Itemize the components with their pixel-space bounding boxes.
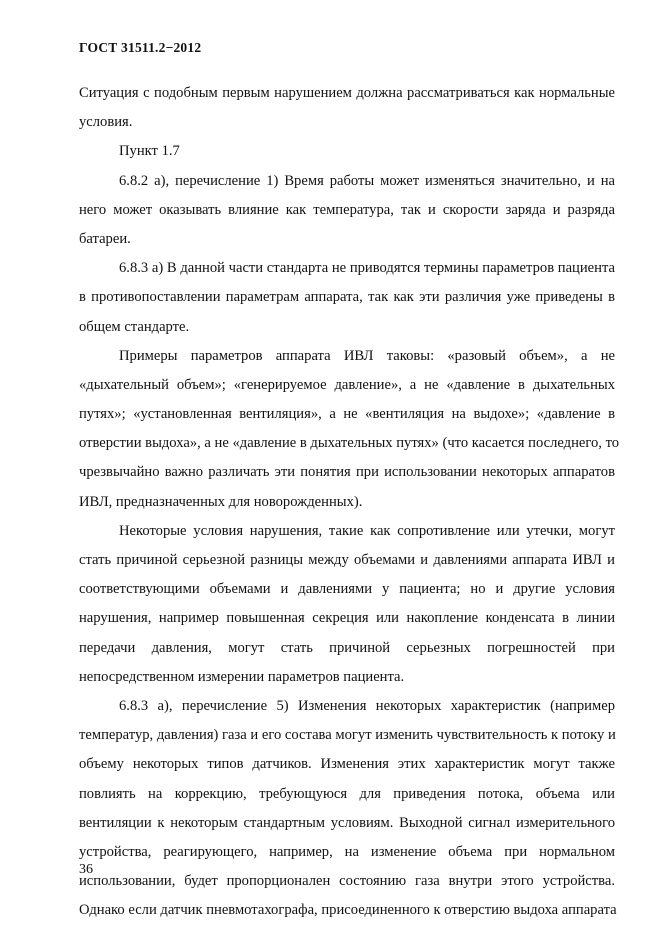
- text-line: Однако если датчик пневмотахографа, присоединенного к отверстию выдоха аппарата: [79, 902, 617, 919]
- text-line: общем стандарте.: [79, 318, 190, 335]
- text-line: соответствующими объемами и давлениями у пациента; но и другие условия: [79, 581, 615, 598]
- text-line: 6.8.3 а) В данной части стандарта не приводятся термины параметров пациента: [119, 260, 615, 277]
- text-line: устройства, реагирующего, например, на изменение объема при нормальном: [79, 843, 615, 860]
- text-line: объему некоторых типов датчиков. Изменения этих характеристик могут также: [79, 756, 615, 773]
- text-line: вентиляции к некоторым стандартным условиям. Выходной сигнал измерительного: [79, 814, 615, 831]
- document-header: ГОСТ 31511.2−2012: [79, 40, 202, 55]
- text-line: него может оказывать влияние как температура, так и скорости заряда и разряда: [79, 201, 615, 218]
- text-line: нарушения, например повышенная секреция или накопление конденсата в линии: [79, 610, 615, 627]
- document-body: [79, 79, 620, 925]
- text-line: повлиять на коррекцию, требующуюся для приведения потока, объема или: [79, 785, 615, 802]
- text-line: Некоторые условия нарушения, такие как сопротивление или утечки, могут: [119, 522, 615, 539]
- text-line: передачи давления, могут стать причиной серьезных погрешностей при: [79, 639, 615, 656]
- text-line: непосредственном измерении параметров пациента.: [79, 668, 405, 685]
- text-line: использовании, будет пропорционален состоянию газа внутри этого устройства.: [79, 873, 615, 890]
- text-line: батареи.: [79, 230, 131, 247]
- text-line: 6.8.2 а), перечисление 1) Время работы может изменяться значительно, и на: [119, 172, 615, 189]
- text-line: ИВЛ, предназначенных для новорожденных).: [79, 493, 363, 510]
- text-line: Ситуация с подобным первым нарушением должна рассматриваться как нормальные: [79, 85, 615, 101]
- text-line: Примеры параметров аппарата ИВЛ таковы: «разовый объем», а не: [119, 347, 615, 364]
- text-line: стать причиной серьезной разницы между объемами и давлениями аппарата ИВЛ и: [79, 552, 615, 568]
- text-line: путях»; «установленная вентиляция», а не «вентиляция на выдохе»; «давление в: [79, 406, 615, 423]
- text-line: условия.: [79, 114, 133, 131]
- text-line: чрезвычайно важно различать эти понятия при использовании некоторых аппаратов: [79, 464, 615, 481]
- text-line: 6.8.3 а), перечисление 5) Изменения некоторых характеристик (например: [119, 697, 615, 714]
- text-line: «дыхательный объем»; «генерируемое давление», а не «давление в дыхательных: [79, 376, 615, 393]
- text-line: в противопоставлении параметрам аппарата, так как эти различия уже приведены в: [79, 289, 615, 306]
- text-line: Пункт 1.7: [119, 143, 180, 160]
- text-line: отверстии выдоха», а не «давление в дыхательных путях» (что касается последнего, то: [79, 435, 620, 452]
- page-number: 36: [79, 862, 93, 877]
- text-line: температур, давления) газа и его состава могут изменить чувствительность к потоку и: [79, 727, 616, 744]
